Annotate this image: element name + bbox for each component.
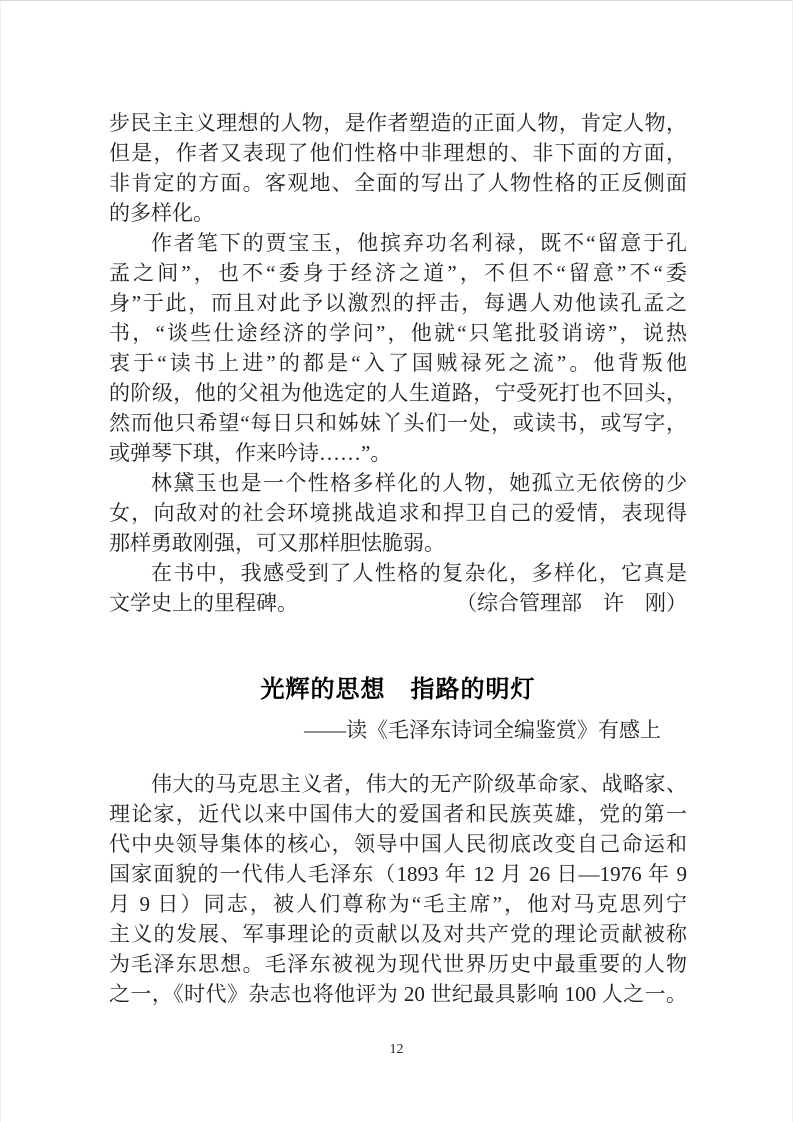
text-line: 女，向敌对的社会环境挑战追求和捍卫自己的爱情，表现得	[109, 501, 687, 525]
text-line: 孟之间”，也不“委身于经济之道”，不但不“留意”不“委	[109, 261, 687, 285]
text-line: 的阶级，他的父祖为他选定的人生道路，宁受死打也不回头，	[109, 381, 687, 405]
article-subtitle: ——读《毛泽东诗词全编鉴赏》有感上	[304, 718, 661, 742]
text-line: 衷于“读书上进”的都是“入了国贼禄死之流”。他背叛他	[109, 351, 687, 375]
text-line: 非肯定的方面。客观地、全面的写出了人物性格的正反侧面	[109, 171, 687, 195]
text-line: 代中央领导集体的核心，领导中国人民彻底改变自己命运和	[109, 832, 687, 856]
text-line: 步民主主义理想的人物，是作者塑造的正面人物，肯定人物，	[109, 111, 687, 135]
text-line: 作者笔下的贾宝玉，他摈弃功名利禄，既不“留意于孔	[151, 231, 687, 255]
text-line: 主义的发展、军事理论的贡献以及对共产党的理论贡献被称	[109, 922, 687, 946]
page-number: 12	[389, 1042, 404, 1057]
text-line: 或弹琴下琪，作来吟诗……”。	[109, 441, 392, 465]
text-line: 理论家，近代以来中国伟大的爱国者和民族英雄，党的第一	[109, 802, 687, 826]
text-line: 的多样化。	[109, 201, 214, 225]
article-title: 光辉的思想 指路的明灯	[260, 676, 536, 703]
paragraph-end-text: 文学史上的里程碑。	[109, 591, 298, 615]
text-line: 那样勇敢刚强，可又那样胆怯脆弱。	[109, 531, 445, 555]
text-line: 国家面貌的一代伟人毛泽东（1893 年 12 月 26 日—1976 年 9	[109, 862, 687, 886]
text-line: 但是，作者又表现了他们性格中非理想的、非下面的方面，	[109, 141, 687, 165]
article-mao-zedong-essay	[109, 769, 687, 1009]
text-line: 为毛泽东思想。毛泽东被视为现代世界历史中最重要的人物	[109, 952, 687, 976]
text-line: 之一，《时代》杂志也将他评为 20 世纪最具影响 100 人之一。	[109, 982, 687, 1006]
author-attribution: （综合管理部 许 刚）	[456, 591, 687, 615]
text-line: 林黛玉也是一个性格多样化的人物，她孤立无依傍的少	[151, 471, 687, 495]
text-line: 书，“谈些仕途经济的学问”，他就“只笔批驳诮谤”，说热	[109, 321, 687, 345]
text-line	[109, 588, 687, 618]
text-line: 身”于此，而且对此予以激烈的抨击，每遇人劝他读孔孟之	[109, 291, 687, 315]
text-line: 伟大的马克思主义者，伟大的无产阶级革命家、战略家、	[151, 772, 687, 796]
text-line: 在书中，我感受到了人性格的复杂化，多样化，它真是	[151, 561, 687, 585]
article-red-mansions-essay	[109, 108, 687, 618]
text-line: 然而他只希望“每日只和姊妹丫头们一处，或读书，或写字，	[109, 411, 687, 435]
text-line: 月 9 日）同志，被人们尊称为“毛主席”，他对马克思列宁	[109, 892, 687, 916]
